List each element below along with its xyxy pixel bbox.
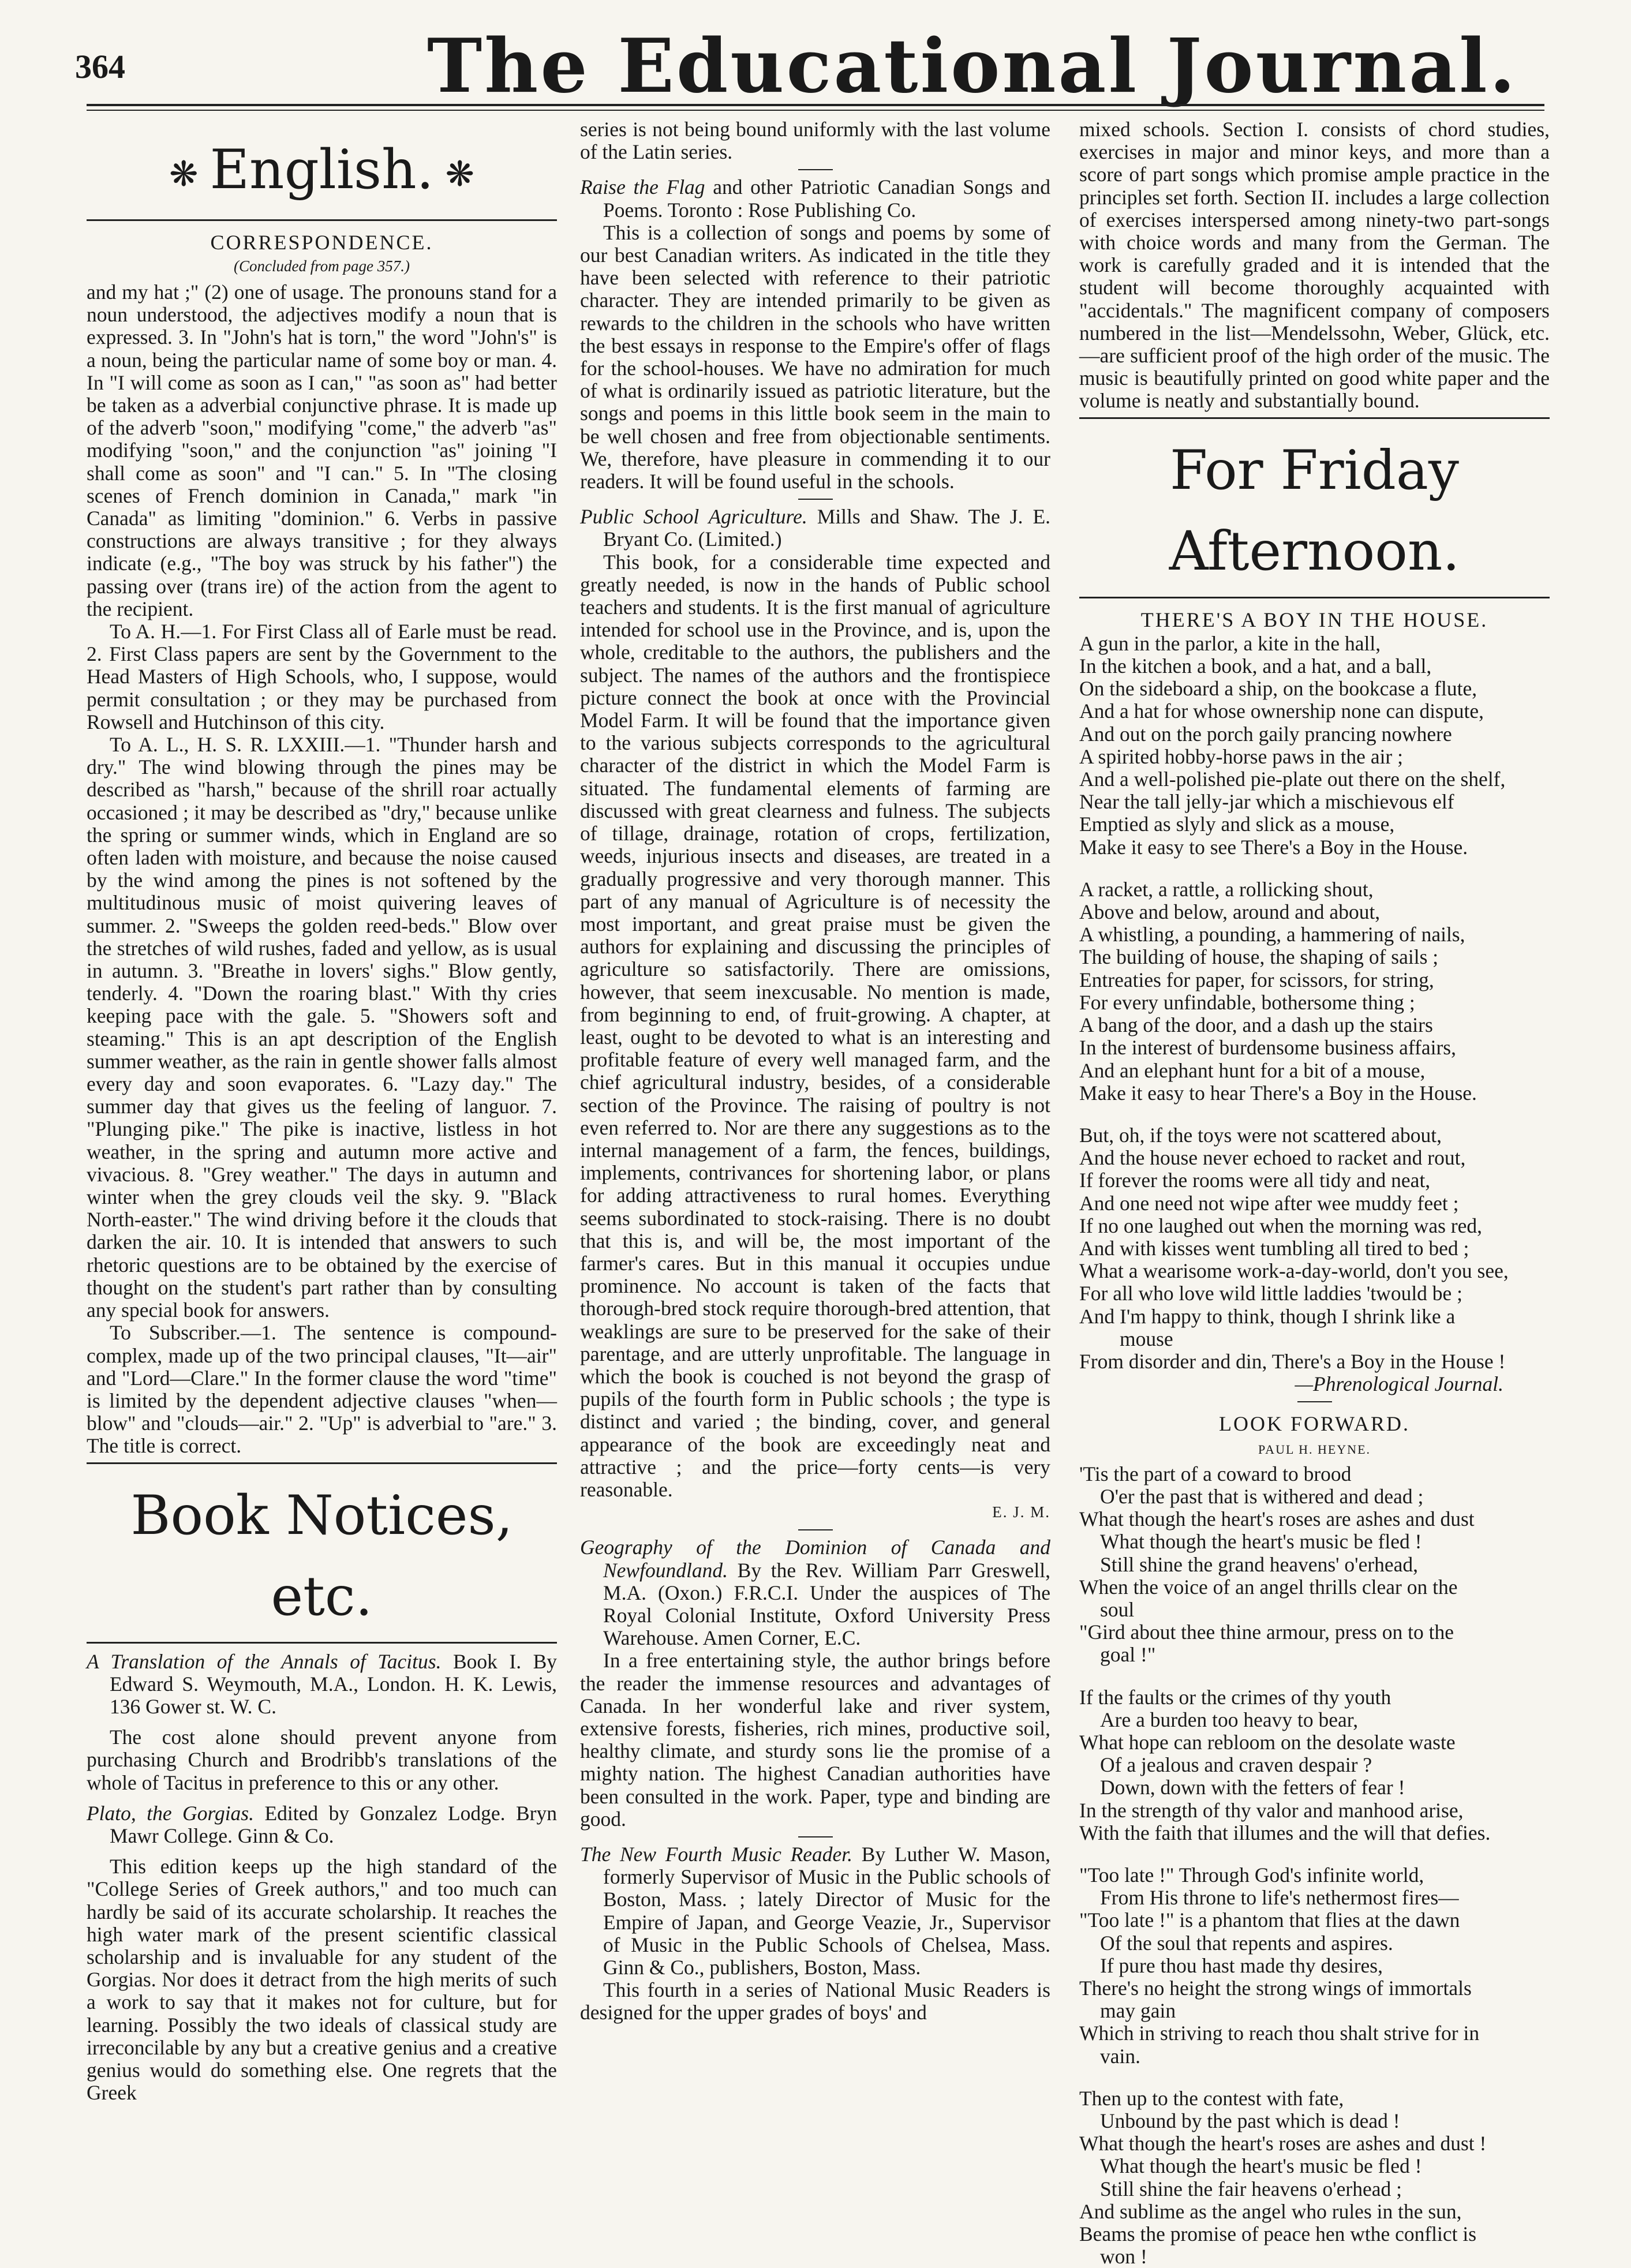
column-2 xyxy=(580,118,1050,2024)
poem-line: When the voice of an angel thrills clear on the xyxy=(1079,1575,1458,1599)
reviewer-signature: E. J. M. xyxy=(992,1503,1050,1521)
poem-line: For all who love wild little laddies 'twould be ; xyxy=(1079,1282,1463,1305)
poem-line: "Too late !" is a phantom that flies at the dawn xyxy=(1079,1908,1460,1932)
poem-line: What though the heart's music be fled ! xyxy=(1100,2154,1422,2178)
section-heading-friday-afternoon: For Friday Afternoon. xyxy=(1169,439,1460,583)
masthead-title: The Educational Journal. xyxy=(427,23,1518,110)
poem-line: Make it easy to see There's a Boy in the House. xyxy=(1079,835,1468,859)
book-citation: Public School Agriculture. Mills and Shaw. The J. E. Bryant Co. (Limited.) xyxy=(580,505,1051,551)
poem-line: In the kitchen a book, and a hat, and a ball, xyxy=(1079,654,1432,678)
poem-line: Are a burden too heavy to bear, xyxy=(1100,1708,1359,1731)
poem-line: Entreaties for paper, for scissors, for string, xyxy=(1079,968,1434,991)
poem-line: soul xyxy=(1100,1597,1135,1621)
poem-line: What though the heart's music be fled ! xyxy=(1100,1530,1422,1554)
poem-line: What though the heart's roses are ashes and dust ! xyxy=(1079,2132,1487,2155)
book-review: This is a collection of songs and poems by some of our best Canadian writers. As indicated in the title they have been selected with reference to their patriotic character. They are intended primarily to be given as rewards to the children in the schools who have written the best essays in response to the Empire's offer of flags for the school-houses. We have no admiration for much of what is ordinarily issued as patriotic literature, but the songs and poems in this little book seem in the main to be well chosen and free from objectionable sentiments. We, therefore, have pleasure in commending it to our readers. It will be found useful in the schools. xyxy=(580,220,1050,493)
poem-stanza xyxy=(1079,878,1550,1105)
poem-line: If no one laughed out when the morning was red, xyxy=(1079,1214,1482,1237)
masthead-rule xyxy=(87,104,1544,106)
poem-line: If forever the rooms were all tidy and neat, xyxy=(1079,1169,1431,1192)
section-rule xyxy=(87,1462,557,1464)
poem-line: What though the heart's roses are ashes and dust xyxy=(1079,1507,1475,1531)
column-1 xyxy=(87,118,557,2104)
poem-line: "Gird about thee thine armour, press on to the xyxy=(1079,1620,1454,1644)
section-rule xyxy=(87,1642,557,1644)
poem-line: Make it easy to hear There's a Boy in the House. xyxy=(1079,1081,1477,1105)
divider xyxy=(1297,1401,1332,1402)
poem-line: And with kisses went tumbling all tired to bed ; xyxy=(1079,1236,1469,1260)
poem-stanza xyxy=(1079,633,1550,859)
poem-line: On the sideboard a ship, on the bookcase a flute, xyxy=(1079,677,1477,701)
flower-ornament-icon: ❋ xyxy=(445,154,474,194)
column-3 xyxy=(1079,118,1550,2268)
correspondence-paragraph: and my hat ;" (2) one of usage. The pronouns stand for a noun understood, the adjectives modify a noun that is expressed. 3. In "John's hat is torn," the word "John's" is a noun, being the particular name of some boy or man. 4. In "I will come as soon as I can," "as soon as" had better be taken as a adverbial conjunctive phrase. It is made up of the adverb "soon," modifying "come," the adverb "as" modifying "soon," and the conjunction "as" joining "I shall come as soon" and "I can." 5. In "The closing scenes of French dominion in Canada," mark "in Canada" as limiting "dominion." 6. Verbs in passive constructions are always transitive ; for they always indicate (e.g., "The boy was struck by his father") the passing over (trans ire) of the action from the agent to the recipient. xyxy=(87,280,557,620)
correspondence-paragraph: To Subscriber.—1. The sentence is compound-complex, made up of the two principal clauses, "It—air" and "Lord—Clare." In the former clause the word "time" is limited by the dependent adjective clauses "when—blow" and "clouds—air." 2. "Up" is adverbial to "are." 3. The title is correct. xyxy=(87,1321,557,1458)
page-number: 364 xyxy=(75,48,125,85)
book-title: Plato, the Gorgias. xyxy=(87,1801,254,1825)
poem-line: won ! xyxy=(1100,2245,1147,2268)
book-review: In a free entertaining style, the author brings before the reader the immense resources and advantages of Canada. In her wonderful lake and river system, extensive forests, fisheries, rich mines, productive soil, healthy climate, and sturdy sons lie the promise of a mighty nation. The highest Canadian authorities have been consulted in the work. Paper, type and binding are good. xyxy=(580,1649,1050,1831)
poem-line: And I'm happy to think, though I shrink like a xyxy=(1079,1304,1456,1328)
poem-line: If the faults or the crimes of thy youth xyxy=(1079,1685,1391,1709)
divider xyxy=(798,499,833,500)
correspondence-paragraph: To A. H.—1. For First Class all of Earle must be read. 2. First Class papers are sent by the Government to the Head Masters of High Schools, who, I suppose, would permit consultation ; or they may be purchased from Rowsell and Hutchinson of this city. xyxy=(87,620,557,733)
flower-ornament-icon: ❋ xyxy=(169,154,199,194)
poem-line: If pure thou hast made thy desires, xyxy=(1100,1953,1383,1977)
poem-line: From His throne to life's nethermost fires— xyxy=(1100,1886,1459,1910)
poem-stanza xyxy=(1079,1463,1550,1667)
masthead-rule-thin xyxy=(87,110,1544,111)
poem-line: There's no height the strong wings of immortals xyxy=(1079,1977,1472,2000)
poem-stanza xyxy=(1079,1686,1550,1844)
poem-line: Emptied as slyly and slick as a mouse, xyxy=(1079,813,1395,836)
poem-line: Of the soul that repents and aspires. xyxy=(1100,1931,1393,1955)
poem-attribution: —Phrenological Journal. xyxy=(1295,1372,1503,1396)
poem-line: In the strength of thy valor and manhood arise, xyxy=(1079,1798,1464,1822)
poem-author: PAUL H. HEYNE. xyxy=(1258,1442,1371,1457)
continuation-note: (Concluded from page 357.) xyxy=(234,257,410,275)
poem-line: And sublime as the angel who rules in the sun, xyxy=(1079,2199,1462,2223)
poem-line: For every unfindable, bothersome thing ; xyxy=(1079,990,1415,1014)
divider xyxy=(798,169,833,170)
section-heading-book-notices: Book Notices, etc. xyxy=(130,1484,513,1628)
book-title: Geography of the Dominion of Canada and Newfoundland. xyxy=(580,1536,1050,1582)
poem-line: Unbound by the past which is dead ! xyxy=(1100,2109,1400,2133)
book-review: The cost alone should prevent anyone from purchasing Church and Brodribb's translations of the whole of Tacitus in preference to this or any other. xyxy=(87,1726,557,1794)
book-review: This fourth in a series of National Music Readers is designed for the upper grades of boys' and xyxy=(580,1978,1050,2024)
poem-line: Still shine the fair heavens o'erhead ; xyxy=(1100,2177,1402,2200)
poem-line: may gain xyxy=(1100,1999,1176,2023)
book-title: The New Fourth Music Reader. xyxy=(580,1843,853,1866)
section-rule xyxy=(1079,417,1550,419)
poem-title: LOOK FORWARD. xyxy=(1218,1412,1411,1436)
poem-line: 'Tis the part of a coward to brood xyxy=(1079,1462,1352,1485)
poem-line: What hope can rebloom on the desolate waste xyxy=(1079,1730,1456,1754)
poem-line: Beams the promise of peace hen wthe conflict is xyxy=(1079,2222,1477,2246)
book-title: Raise the Flag xyxy=(580,175,705,199)
section-rule xyxy=(1079,597,1550,598)
poem-line: Which in striving to reach thou shalt strive for in xyxy=(1079,2022,1480,2045)
poem-line: And out on the porch gaily prancing nowhere xyxy=(1079,722,1452,746)
poem-line: "Too late !" Through God's infinite world, xyxy=(1079,1863,1424,1887)
poem-look-forward xyxy=(1079,1463,1550,2268)
poem-line: From disorder and din, There's a Boy in the House ! xyxy=(1079,1349,1506,1373)
poem-line: The building of house, the shaping of sails ; xyxy=(1079,945,1439,969)
book-citation: Geography of the Dominion of Canada and Newfoundland. By the Rev. William Parr Greswell, M.A. (Oxon.) F.R.C.I. Under the auspices of The Royal Colonial Institute, Oxford University Press Warehouse. Amen Corner, E.C. xyxy=(580,1536,1050,1650)
section-heading-english: ❋ English. ❋ xyxy=(169,139,474,201)
divider xyxy=(798,1836,833,1837)
book-citation: Raise the Flag and other Patriotic Canadian Songs and Poems. Toronto : Rose Publishing Co. xyxy=(580,175,1050,222)
poem-stanza xyxy=(1079,1864,1550,2068)
poem-line: But, oh, if the toys were not scattered about, xyxy=(1079,1123,1442,1147)
poem-line: goal !" xyxy=(1100,1643,1156,1667)
poem-line: With the faith that illumes and the will that defies. xyxy=(1079,1821,1491,1844)
poem-line: Down, down with the fetters of fear ! xyxy=(1100,1776,1405,1799)
poem-line: And a well-polished pie-plate out there on the shelf, xyxy=(1079,768,1506,791)
poem-line: Near the tall jelly-jar which a mischievous elf xyxy=(1079,790,1454,814)
poem-line: A whistling, a pounding, a hammering of nails, xyxy=(1079,923,1465,946)
book-review: series is not being bound uniformly with the last volume of the Latin series. xyxy=(580,118,1050,164)
poem-boy-in-house xyxy=(1079,633,1550,1396)
book-citation: A Translation of the Annals of Tacitus. Book I. By Edward S. Weymouth, M.A., London. H. K. Lewis, 136 Gower st. W. C. xyxy=(87,1649,558,1718)
book-title: A Translation of the Annals of Tacitus. xyxy=(87,1649,442,1673)
poem-title: THERE'S A BOY IN THE HOUSE. xyxy=(1140,608,1488,631)
poem-line: A bang of the door, and a dash up the stairs xyxy=(1079,1013,1433,1037)
book-title: Public School Agriculture. xyxy=(580,505,807,529)
poem-line: vain. xyxy=(1100,2044,1140,2068)
poem-line: And the house never echoed to racket and rout, xyxy=(1079,1146,1466,1170)
poem-stanza xyxy=(1079,2087,1550,2268)
poem-line: And one need not wipe after wee muddy feet ; xyxy=(1079,1191,1459,1215)
correspondence-heading: CORRESPONDENCE. xyxy=(210,230,433,254)
poem-line: Above and below, around and about, xyxy=(1079,900,1381,924)
poem-line: In the interest of burdensome business affairs, xyxy=(1079,1036,1456,1060)
book-review: This edition keeps up the high standard of the "College Series of Greek authors," and too much can hardly be said of its accurate scholarship. It reaches the high water mark of the present scientific classical scholarship and is invaluable for any student of the Gorgias. Nor does it detract from the high merits of such a work to say that it makes not for culture, but for learning. Possibly the two ideals of classical study are irreconcilable by any but a creative genius and a creative genius would do something else. One regrets that the Greek xyxy=(87,1855,557,2105)
book-review: This book, for a considerable time expected and greatly needed, is now in the hands of Public school teachers and students. It is the first manual of agriculture intended for school use in the Province, and is, upon the whole, creditable to the authors, the publishers and the subject. The names of the authors and the frontispiece picture connect the book at once with the Provincial Model Farm. It will be found that the importance given to the various subjects corresponds to the agricultural character of the district in which the Model Farm is situated. The fundamental elements of farming are discussed with great clearness and fulness. The subjects of tillage, drainage, rotation of crops, fertilization, weeds, injurious insects and diseases, are treated in a gradually progressive and very thorough manner. This part of any manual of Agriculture is of necessity the most important, and great praise must be given the authors for explaining and discussing the principles of agriculture so satisfactorily. There are omissions, however, that seem inexcusable. No mention is made, from beginning to end, of fruit-growing. A chapter, at least, ought to be devoted to what is an interesting and profitable feature of every well managed farm, and the chief agricultural industry, besides, of a considerable section of the Province. The raising of poultry is not even referred to. Nor are there any suggestions as to the internal management of a farm, the fences, buildings, implements, contrivances for shortening labor, or plans for adding attractiveness to rural homes. Everything seems subordinated to stock-raising. There is no doubt that this is, and will be, the most important of the farmer's cares. But in this manual it occupies undue prominence. No account is taken of the facts that thorough-bred stock require thorough-bred attention, that weaklings are sure to be preserved for the sake of their parentage, and are utterly unprofitable. The language in which the book is couched is not beyond the grasp of pupils of the fourth form in Public schools ; the type is distinct and varied ; the binding, cover, and general appearance of the book are exceedingly neat and attractive ; and the price—forty cents—is very reasonable. xyxy=(580,550,1050,1501)
book-review: mixed schools. Section I. consists of chord studies, exercises in major and minor keys, and more than a score of part songs which promise ample practice in the principles set forth. Section II. includes a large collection of exercises interspersed among ninety-two part-songs with choice words and many from the German. The work is carefully graded and it is intended that the student will become thoroughly acquainted with "accidentals." The magnificent company of composers numbered in the list—Mendelssohn, Weber, Glück, etc.—are sufficient proof of the high order of the music. The music is beautifully printed on good white paper and the volume is neatly and substantially bound. xyxy=(1079,118,1550,413)
book-citation: Plato, the Gorgias. Edited by Gonzalez Lodge. Bryn Mawr College. Ginn & Co. xyxy=(87,1801,558,1847)
poem-line: What a wearisome work-a-day-world, don't you see, xyxy=(1079,1259,1509,1283)
poem-line: Of a jealous and craven despair ? xyxy=(1100,1753,1372,1777)
poem-line: mouse xyxy=(1120,1327,1173,1350)
poem-line: A gun in the parlor, a kite in the hall, xyxy=(1079,631,1381,655)
poem-stanza xyxy=(1079,1124,1550,1373)
poem-line: Still shine the grand heavens' o'erhead, xyxy=(1100,1552,1419,1576)
section-rule xyxy=(87,219,557,221)
poem-line: A racket, a rattle, a rollicking shout, xyxy=(1079,877,1374,901)
divider xyxy=(798,1529,833,1530)
poem-line: O'er the past that is withered and dead ; xyxy=(1100,1484,1424,1508)
poem-line: And an elephant hunt for a bit of a mouse, xyxy=(1079,1058,1426,1082)
poem-line: Then up to the contest with fate, xyxy=(1079,2086,1344,2110)
poem-line: And a hat for whose ownership none can dispute, xyxy=(1079,699,1484,723)
correspondence-paragraph: To A. L., H. S. R. LXXIII.—1. "Thunder harsh and dry." The wind blowing through the pines may be described as "harsh," because of the shrill roar actually occasioned ; it may be described as "dry," because unlike the spring or summer winds, which in England are so often laden with moisture, and because the noise caused by the wind among the pines is not softened by the multitudinous music of moist quivering leaves of summer. 2. "Sweeps the golden reed-beds." Blow over the stretches of wild rushes, faded and yellow, as is usual in autumn. 3. "Breathe in lovers' sighs." Blow gently, tenderly. 4. "Down the roaring blast." With thy cries keeping pace with the gale. 5. "Showers soft and steaming." This is an apt description of the English summer weather, as the rain in gentle shower falls almost every day and soon evaporates. 6. "Lazy day." The summer day that gives us the feeling of languor. 7. "Plunging pike." The pike is inactive, listless in hot weather, in the spring and autumn more active and vivacious. 8. "Grey weather." The days in autumn and winter when the grey clouds veil the sky. 9. "Black North-easter." The wind driving before it the clouds that darken the air. 10. It is intended that answers to such rhetoric questions are to be obtained by the exercise of thought on the student's part rather than by consulting any special book for answers. xyxy=(87,733,557,1322)
book-citation: The New Fourth Music Reader. By Luther W. Mason, formerly Supervisor of Music in the Public schools of Boston, Mass. ; lately Director of Music for the Empire of Japan, and George Veazie, Jr., Supervisor of Music in the Public Schools of Chelsea, Mass. Ginn & Co., publishers, Boston, Mass. xyxy=(580,1843,1050,1979)
poem-line: A spirited hobby-horse paws in the air ; xyxy=(1079,744,1403,768)
